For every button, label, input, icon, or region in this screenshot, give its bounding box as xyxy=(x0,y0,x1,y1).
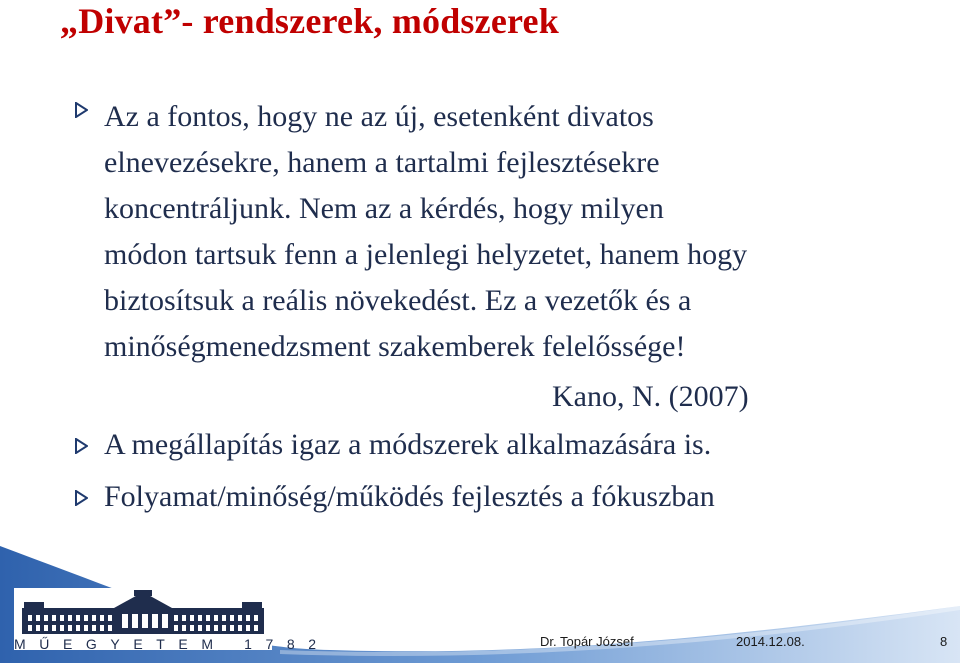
bullet-1-line: biztosítsuk a reális növekedést. Ez a vezetők és a xyxy=(104,284,692,317)
bullet-arrow-icon xyxy=(74,102,88,118)
bullet-2-text xyxy=(104,422,711,468)
bullet-1-line: Az a fontos, hogy ne az új, esetenként divatos xyxy=(104,100,654,133)
bullet-1-line: módon tartsuk fenn a jelenlegi helyzetet, hanem hogy xyxy=(104,238,748,271)
bullet-1-line: koncentráljunk. Nem az a kérdés, hogy milyen xyxy=(104,192,664,225)
bullet-1-line: elnevezésekre, hanem a tartalmi fejlesztésekre xyxy=(104,146,660,179)
slide-title: „Divat”- rendszerek, módszerek xyxy=(60,1,559,41)
bullet-1-line: minőségmenedzsment szakemberek felelőssége! xyxy=(104,330,686,363)
bullet-3-text xyxy=(104,474,715,520)
bullet-1-text xyxy=(104,94,747,370)
citation: Kano, N. (2007) xyxy=(552,380,749,413)
bullet-2-line: A megállapítás igaz a módszerek alkalmazására is. xyxy=(104,428,712,461)
footer-author: Dr. Topár József xyxy=(540,634,634,649)
logo-text: MŰEGYETEM 1782 xyxy=(14,636,330,652)
page-number: 8 xyxy=(940,634,948,649)
bullet-3-line: Folyamat/minőség/működés fejlesztés a fókuszban xyxy=(104,480,715,513)
bullet-arrow-icon xyxy=(74,438,88,454)
footer-date: 2014.12.08. xyxy=(736,634,805,649)
bullet-arrow-icon xyxy=(74,490,88,506)
